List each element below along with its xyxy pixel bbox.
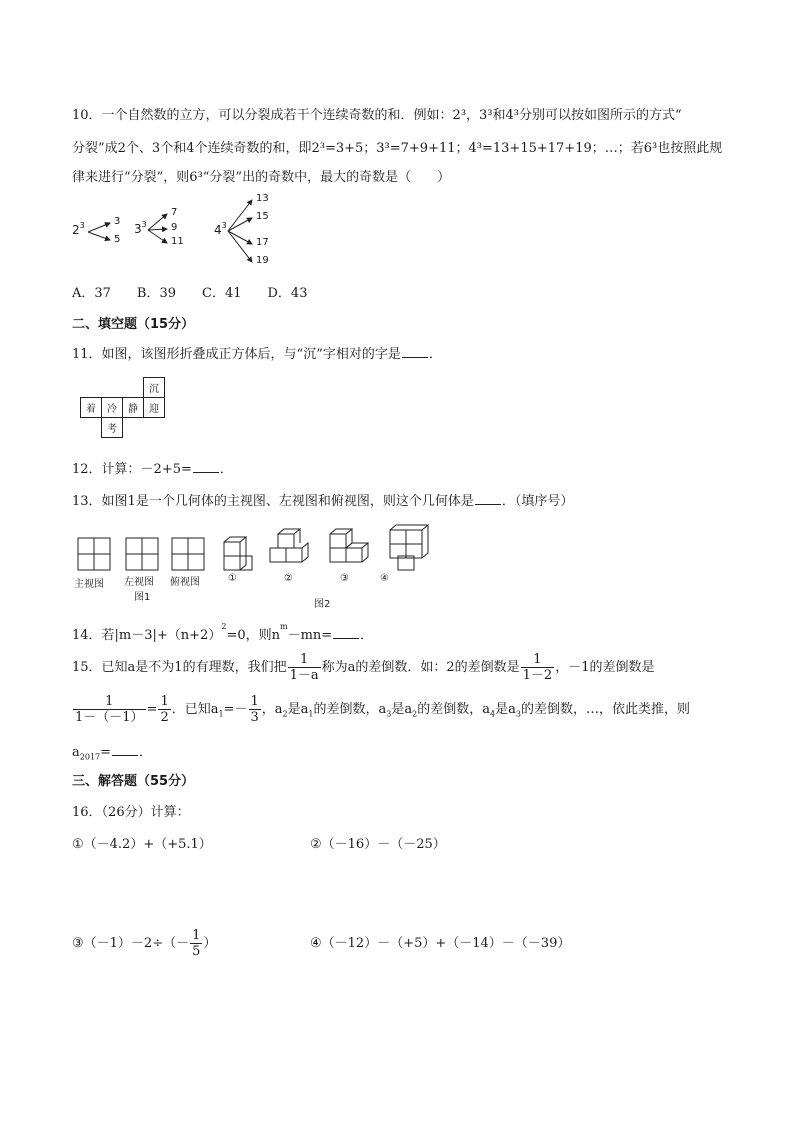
q13-top-view-label: 俯视图 [170, 577, 200, 588]
net-cell: 迎 [144, 398, 165, 418]
q11-answer-blank[interactable] [402, 345, 428, 358]
q11-cube-net [80, 377, 165, 438]
q10-b-base: $3^3$ [134, 220, 147, 236]
q16-fraction: $\frac{1}{5}$ [192, 928, 201, 959]
q10-line3: 律来进行“分裂”，则6³“分裂”出的奇数中，最大的奇数是（ ） [72, 170, 451, 185]
q10-b-value: 11 [171, 236, 184, 247]
q10-c-value: 19 [256, 255, 269, 266]
q13-main-view-label: 主视图 [74, 579, 104, 590]
net-cell: 沉 [144, 378, 165, 398]
q15-answer-blank[interactable] [112, 743, 138, 756]
section3-title: 三、解答题（55分） [72, 774, 195, 789]
q13-option-2: ② [284, 573, 293, 584]
q11-text: 11．如图，该图形折叠成正方体后，与“沉”字相对的字是 ． [72, 347, 442, 362]
q13-option-4: ④ [380, 573, 389, 584]
net-cell: 考 [102, 418, 123, 438]
q12-text: 12．计算：－2+5= ． [72, 462, 233, 477]
q10-line1: 10．一个自然数的立方，可以分裂成若干个连续奇数的和．例如：2³，3³和4³分别可以按如图所示的方式“ [72, 108, 682, 123]
q15-line2: $\frac{1}{1-(-1)}$ = $\frac{1}{2}$ ．已知$a_1=-$ $\frac{1}{3}$ ，$a_2$是$a_1$的差倒数，$a_3$是$a_2$的差倒数，$a_4$是$a_3$的差倒数，…，依此类推，则 [75, 694, 690, 725]
q13-views-drawing [72, 520, 452, 612]
q10-c-value: 15 [256, 211, 269, 222]
q16-item-1: ①（－4.2）+（+5.1） [72, 837, 212, 852]
q10-a-value: 5 [114, 234, 121, 245]
q10-split-figure [72, 190, 292, 272]
q10-options: A．37 B．39 C．41 D．43 [72, 286, 308, 301]
q16-item-3: ③（－1）－2÷（－ $\frac{1}{5}$ ） [72, 928, 217, 959]
q10-b-value: 7 [171, 207, 178, 218]
q13-figure2-label: 图2 [314, 599, 331, 610]
q13-option-3: ③ [340, 573, 349, 584]
q10-c-value: 13 [256, 193, 269, 204]
net-cell: 着 [81, 398, 102, 418]
q15-line3: $a_{2017}=$ ． [72, 745, 153, 762]
q10-a-value: 3 [114, 216, 121, 227]
q13-answer-blank[interactable] [475, 492, 501, 505]
q14-text: 14．若$|m-3|+(n+2)^2=0$，则$n^m-mn=$ ． [72, 622, 374, 643]
net-cell: 冷 [102, 398, 123, 418]
q16-title: 16．（26分）计算： [72, 805, 190, 820]
q15-fraction: $\frac{1}{1-a}$ [289, 652, 319, 683]
q15-fraction: $\frac{1}{2}$ [160, 694, 169, 725]
q14-answer-blank[interactable] [333, 626, 359, 639]
q10-line2: 分裂”成2个、3个和4个连续奇数的和，即2³=3+5；3³=7+9+11；4³=13+15+17+19；…；若6³也按照此规 [72, 141, 723, 156]
q10-a-base: $2^3$ [72, 221, 85, 237]
q10-b-value: 9 [171, 222, 178, 233]
q15-fraction: $\frac{1}{1-(-1)}$ [75, 694, 144, 725]
q13-views-figure [72, 520, 452, 612]
q13-figure1-label: 图1 [134, 592, 151, 603]
q10-c-value: 17 [256, 237, 269, 248]
q13-text: 13．如图1是一个几何体的主视图、左视图和俯视图，则这个几何体是 ．（填序号） [72, 494, 574, 509]
net-cell: 静 [123, 398, 144, 418]
q15-fraction: $\frac{1}{1-2}$ [522, 652, 553, 683]
q15-line1: 15．已知a是不为1的有理数，我们把 $\frac{1}{1-a}$ 称为a的差倒数．如：2的差倒数是 $\frac{1}{1-2}$ ，－1的差倒数是 [72, 652, 655, 683]
q10-c-base: $4^3$ [214, 221, 227, 237]
q16-item-4: ④（－12）－（+5）+（－14）－（－39） [310, 936, 571, 951]
section2-title: 二、填空题（15分） [72, 317, 195, 332]
q13-left-view-label: 左视图 [124, 577, 154, 588]
q16-item-2: ②（－16）－（－25） [310, 837, 446, 852]
q12-answer-blank[interactable] [193, 460, 219, 473]
q15-fraction: $\frac{1}{3}$ [250, 694, 259, 725]
q13-option-1: ① [228, 573, 237, 584]
